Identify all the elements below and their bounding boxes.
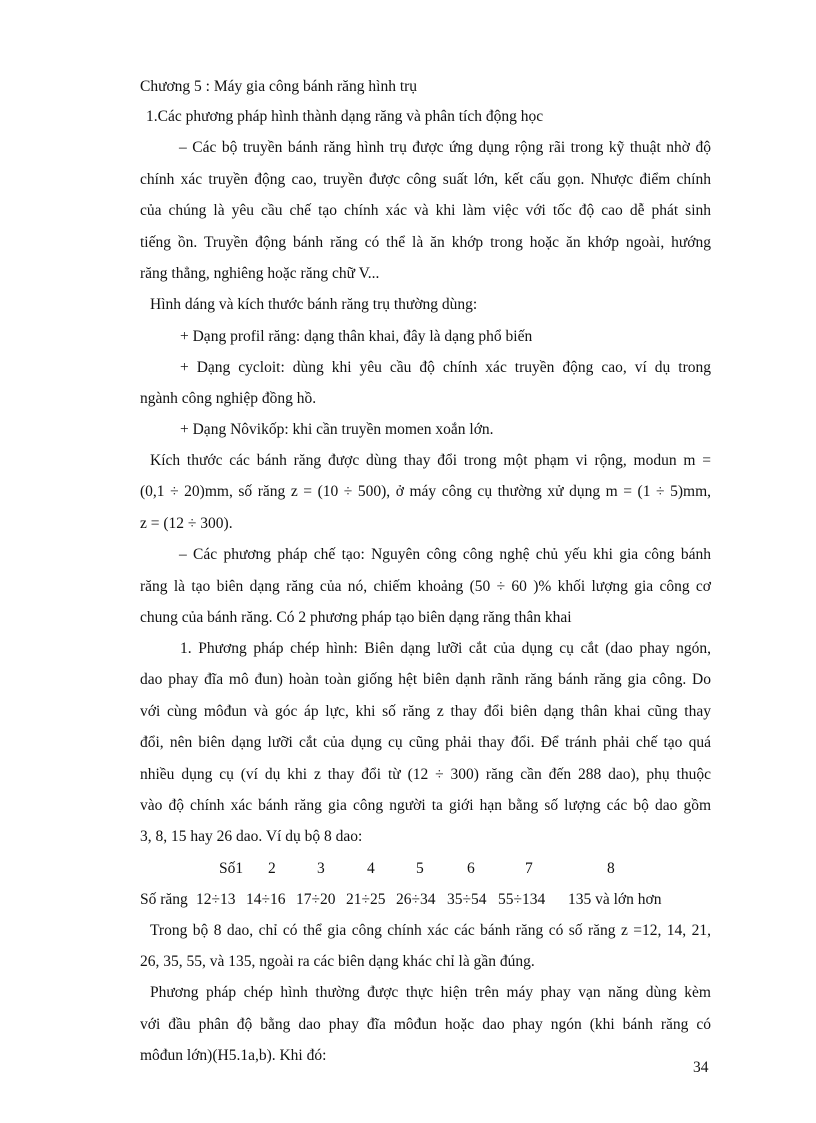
paragraph-line: với cùng môđun và góc áp lực, khi số răng z thay đổi biên dạng thân khai cũng thay: [140, 703, 711, 720]
page-number: 34: [693, 1059, 709, 1076]
table-cell: 14÷16: [246, 891, 286, 908]
table-cell: Số1: [219, 860, 244, 877]
table-cell: 21÷25: [346, 891, 386, 908]
table-cell: 8: [607, 860, 615, 877]
table-cell: 5: [416, 860, 424, 877]
table-cell: 35÷54: [447, 891, 487, 908]
teeth-range-row: [0, 890, 816, 910]
paragraph-line: môđun lớn)(H5.1a,b). Khi đó:: [140, 1047, 327, 1064]
chapter-title: Chương 5 : Máy gia công bánh răng hình trụ: [140, 78, 418, 95]
paragraph-line: 1. Phương pháp chép hình: Biên dạng lưỡi cắt của dụng cụ cắt (dao phay ngón,: [180, 640, 711, 657]
table-cell: 17÷20: [296, 891, 336, 908]
bullet-item: + Dạng Nôvikốp: khi cần truyền momen xoắn lớn.: [180, 421, 494, 438]
bullet-item: + Dạng cycloit: dùng khi yêu cầu độ chính xác truyền động cao, ví dụ trong: [180, 359, 711, 376]
paragraph-line: Kích thước các bánh răng được dùng thay đổi trong một phạm vi rộng, modun m =: [150, 452, 711, 469]
table-cell: 135 và lớn hơn: [568, 891, 662, 908]
cutter-number-row: [0, 859, 816, 879]
paragraph-line: Hình dáng và kích thước bánh răng trụ thường dùng:: [150, 296, 478, 313]
table-cell: 12÷13: [196, 891, 236, 908]
paragraph-line: nhiều dụng cụ (ví dụ khi z thay đổi từ (12 ÷ 300) răng cần đến 288 dao), phụ thuộc: [140, 766, 711, 783]
paragraph-line: – Các phương pháp chế tạo: Nguyên công công nghệ chủ yếu khi gia công bánh: [179, 546, 711, 563]
paragraph-line: đổi, nên biên dạng lưỡi cắt của dụng cụ cũng phải thay đổi. Để tránh phải chế tạo quá: [140, 734, 711, 751]
table-cell: 6: [467, 860, 475, 877]
paragraph-line: chính xác truyền động cao, truyền được công suất lớn, kết cấu gọn. Nhược điểm chính: [140, 171, 711, 188]
table-cell: 26÷34: [396, 891, 436, 908]
table-cell: 7: [525, 860, 533, 877]
paragraph-line: vào độ chính xác bánh răng gia công người ta giới hạn bằng số lượng các bộ dao gồm: [140, 797, 711, 814]
paragraph-line: (0,1 ÷ 20)mm, số răng z = (10 ÷ 500), ở máy công cụ thường xử dụng m = (1 ÷ 5)mm,: [140, 483, 711, 500]
paragraph-line: 26, 35, 55, và 135, ngoài ra các biên dạng khác chỉ là gần đúng.: [140, 953, 535, 970]
paragraph-line: dao phay đĩa mô đun) hoàn toàn giống hệt biên dạnh rãnh răng bánh răng gia công. Do: [140, 671, 711, 688]
section-heading: 1.Các phương pháp hình thành dạng răng và phân tích động học: [146, 108, 544, 125]
paragraph-line: Phương pháp chép hình thường được thực hiện trên máy phay vạn năng dùng kèm: [150, 984, 711, 1001]
paragraph-line: răng thẳng, nghiêng hoặc răng chữ V...: [140, 265, 380, 282]
paragraph-line: với đầu phân độ bằng dao phay đĩa môđun hoặc dao phay ngón (khi bánh răng có: [140, 1016, 711, 1033]
paragraph-line: z = (12 ÷ 300).: [140, 515, 233, 532]
paragraph-line: – Các bộ truyền bánh răng hình trụ được ứng dụng rộng rãi trong kỹ thuật nhờ độ: [179, 139, 711, 156]
table-cell: 2: [268, 860, 276, 877]
table-cell: 4: [367, 860, 375, 877]
paragraph-line: của chúng là yêu cầu chế tạo chính xác và khi làm việc với tốc độ cao dễ phát sinh: [140, 202, 711, 219]
table-cell: 3: [317, 860, 325, 877]
paragraph-line: răng là tạo biên dạng răng của nó, chiếm khoảng (50 ÷ 60 )% khối lượng gia công cơ: [140, 578, 711, 595]
paragraph-line: Trong bộ 8 dao, chỉ có thể gia công chính xác các bánh răng có số răng z =12, 14, 21,: [150, 922, 711, 939]
bullet-item: + Dạng profil răng: dạng thân khai, đây là dạng phổ biến: [180, 328, 533, 345]
paragraph-line: chung của bánh răng. Có 2 phương pháp tạo biên dạng răng thân khai: [140, 609, 572, 626]
paragraph-line: 3, 8, 15 hay 26 dao. Ví dụ bộ 8 dao:: [140, 828, 363, 845]
paragraph-line: tiếng ồn. Truyền động bánh răng có thể là ăn khớp trong hoặc ăn khớp ngoài, hướng: [140, 234, 711, 251]
table-row-label: Số răng: [140, 891, 188, 908]
table-cell: 55÷134: [498, 891, 546, 908]
bullet-continuation: ngành công nghiệp đồng hồ.: [140, 390, 317, 407]
